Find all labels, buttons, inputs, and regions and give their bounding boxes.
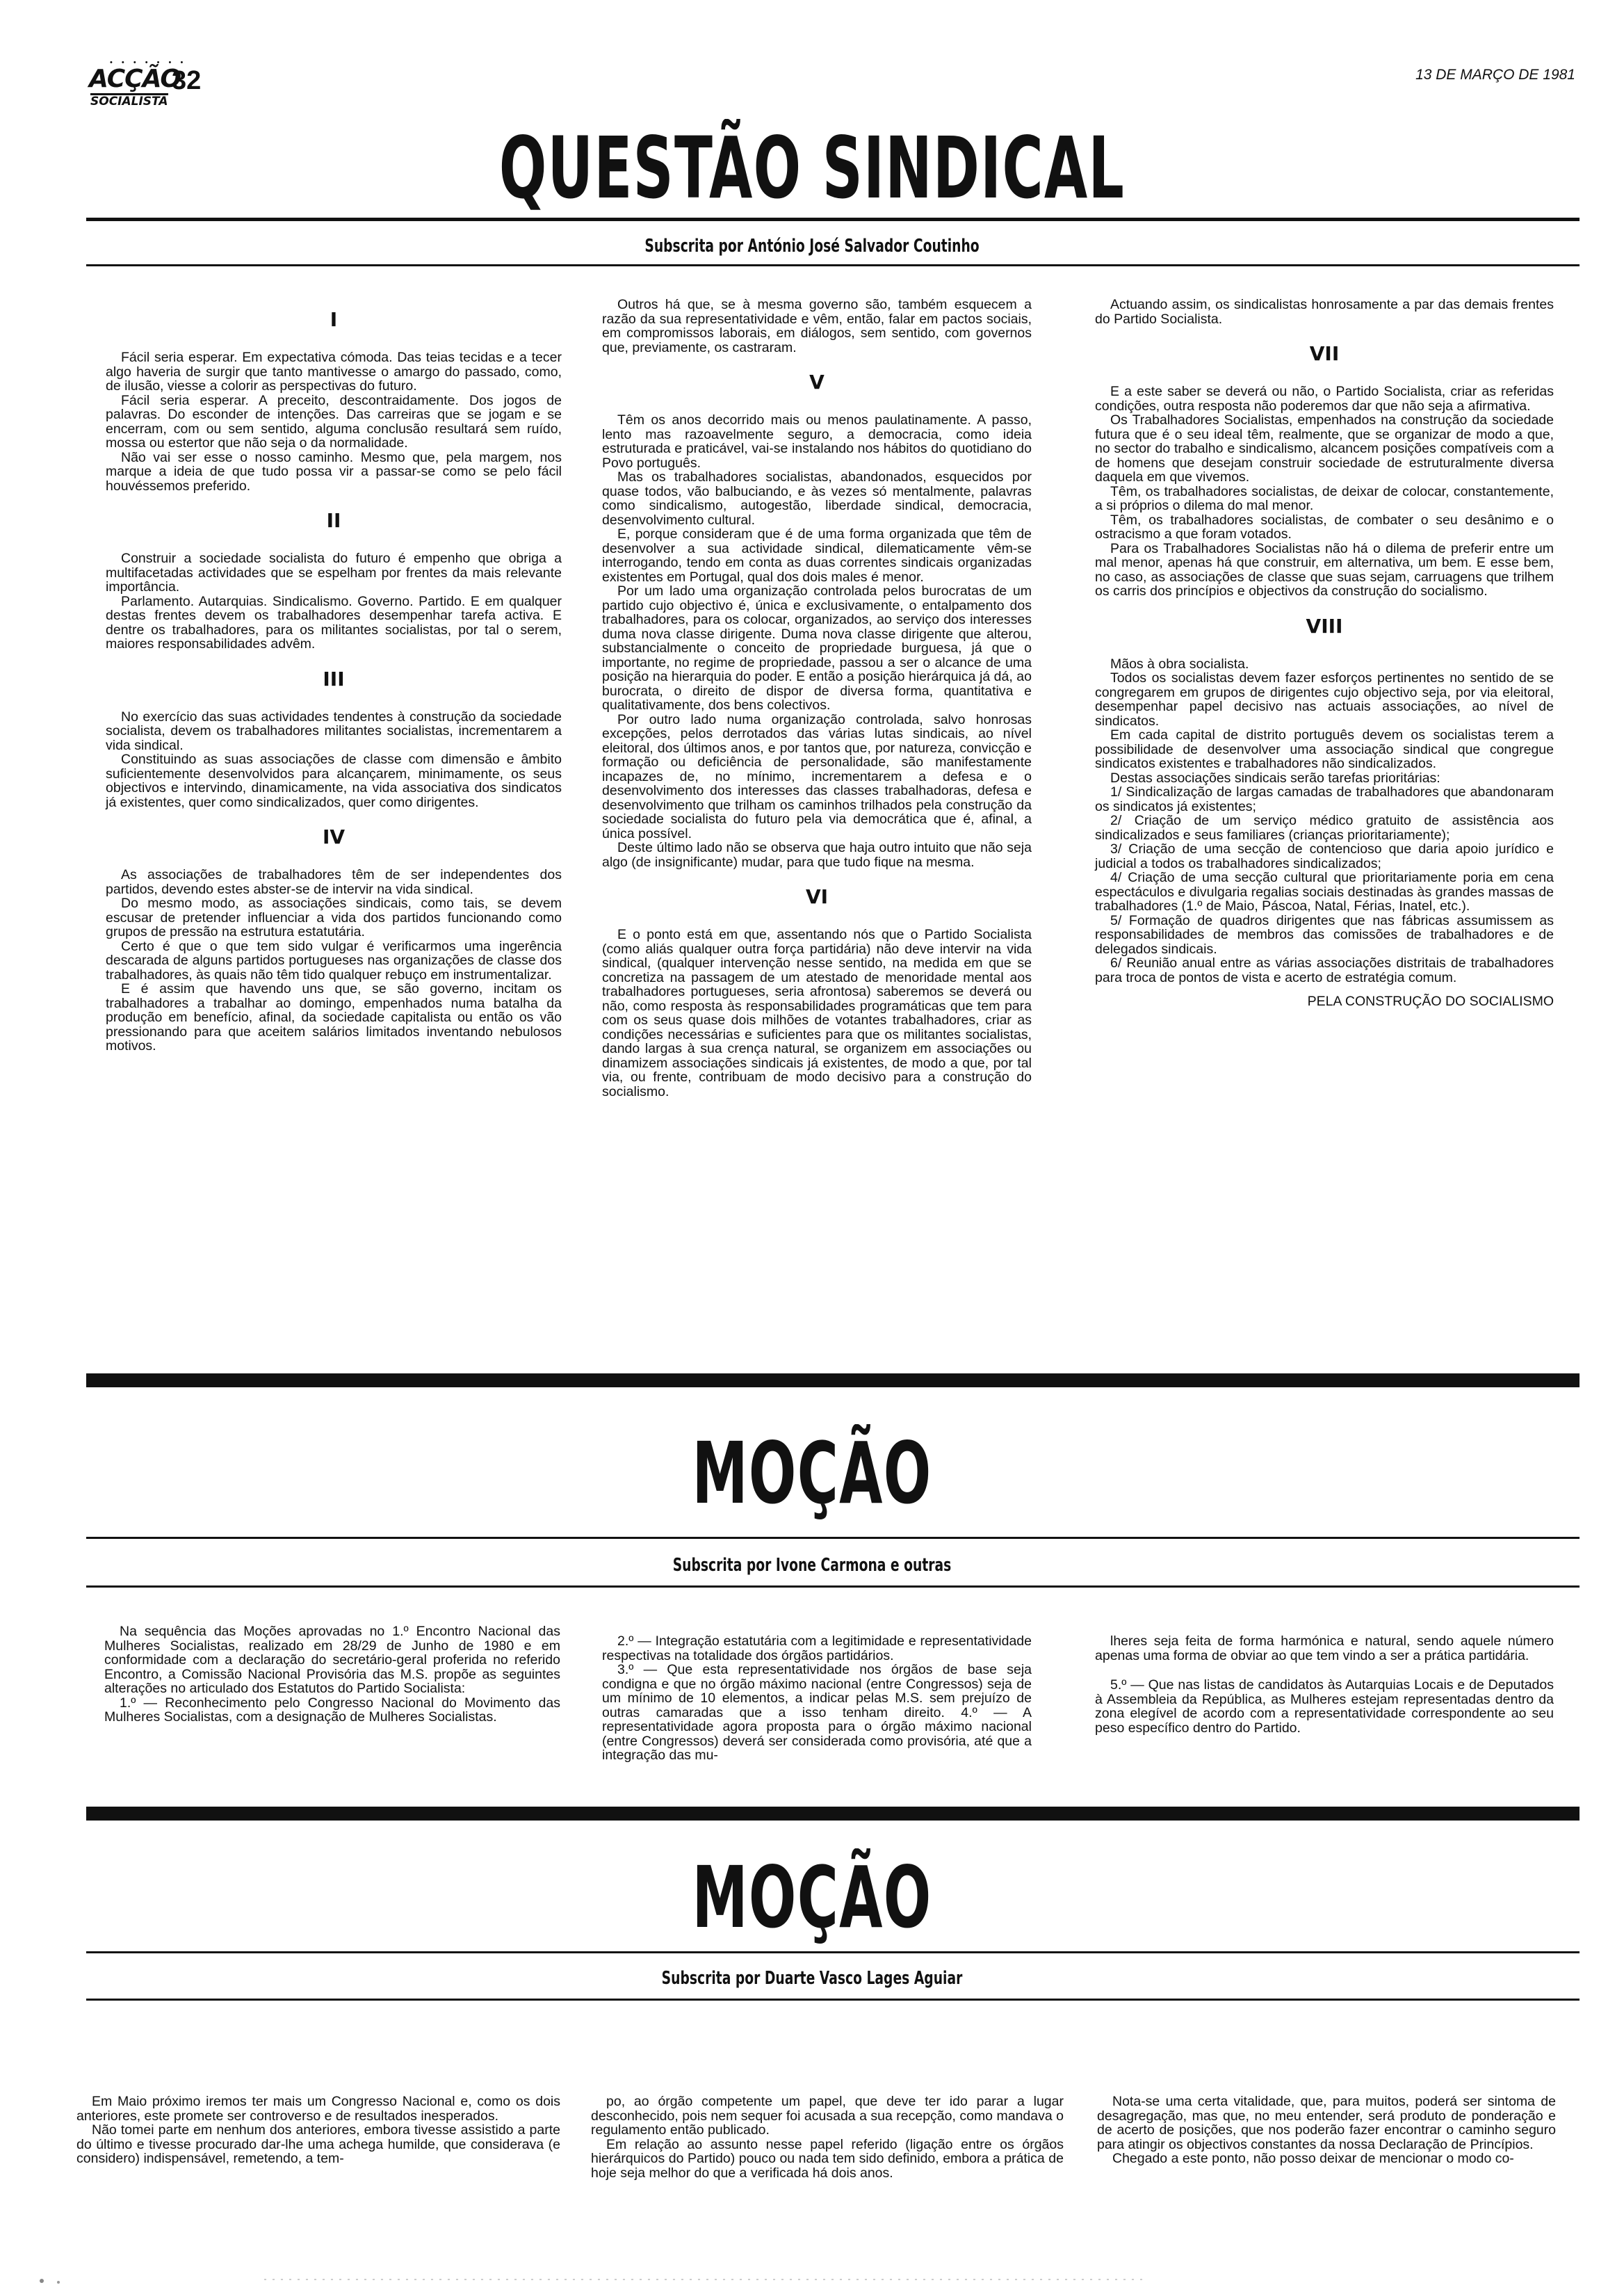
paragraph: Certo é que o que tem sido vulgar é verificarmos uma ingerência descarada de alguns partidos portugueses nas organizações de classe dos trabalhadores, às quais não têm tido qualquer rebuço em instrumentalizar. <box>106 938 562 983</box>
section-heading: III <box>323 667 345 691</box>
paragraph: Os Trabalhadores Socialistas, empenhados na construção da sociedade futura que é o seu ideal têm, realmente, que se organizar de modo a que, no sector do trabalho e sindicalismo, alcancem posições compatíveis com a de homens que desejam construir sociedade de estruturalmente diversa daquela em que vivemos. <box>1095 412 1554 485</box>
paragraph: No exercício das suas actividades tendentes à construção da sociedade socialista, devem os trabalhadores militantes socialistas, incrementarem a vida sindical. <box>106 709 562 753</box>
paragraph: 2.º — Integração estatutária com a legitimidade e representatividade respectivas na totalidade dos órgãos partidários. <box>602 1633 1032 1663</box>
article-3-byline: Subscrita por Duarte Vasco Lages Aguiar <box>661 1968 963 1989</box>
section-divider-1 <box>86 1373 1580 1387</box>
paragraph: 3/ Criação de uma secção de contencioso que daria apoio jurídico e judicial a todos os trabalhadores sindicalizados; <box>1095 841 1554 871</box>
paragraph: Por um lado uma organização controlada pelos burocratas de um partido cujo objectivo é, única e exclusivamente, o entalpamento dos trabalhadores, para os colocar, organizados, ao serviço dos interesses duma nova classe dirigente. Duma nova classe dirigente que alterou, substancialmente o conceito de propriedade burguesa, já que o importante, no regime de propriedade, passou a ser o alcance de uma posição na hierarquia do poder. E então a posição hierárquica já dá, ao burocrata, o direito de dispor de diversa forma, quantitativa e qualitativamente, dos bens colectivos. <box>602 583 1032 713</box>
paragraph: Em Maio próximo iremos ter mais um Congresso Nacional e, como os dois anteriores, este promete ser controverso e de resultados inesperados. <box>76 2094 560 2124</box>
paragraph: Parlamento. Autarquias. Sindicalismo. Governo. Partido. E em qualquer destas frentes devem os trabalhadores desempenhar tarefa activa. E dentre os trabalhadores, para os militantes socialistas, por tal o serem, maiores responsabilidades advêm. <box>106 593 562 652</box>
article-2-byline: Subscrita por Ivone Carmona e outras <box>672 1555 952 1576</box>
article-1-column-2 <box>602 298 1032 1099</box>
article-2-column-3 <box>1095 1634 1554 1735</box>
section-heading: II <box>326 509 341 532</box>
logo-subtitle: SOCIALISTA <box>90 95 168 108</box>
paragraph: E, porque consideram que é de uma forma organizada que têm de desenvolver a sua actividade sindical, dilematicamente vêm-se interrogando, tendo em conta as duas correntes sindicais organizadas existentes em Portugal, qual dos dois males é menor. <box>602 526 1032 585</box>
paragraph: Outros há que, se à mesma governo são, também esquecem a razão da sua representatividade e vêm, então, falar em pactos sociais, em compromissos laborais, em diálogos, sem sentido, com governos que, previamente, os castraram. <box>602 297 1032 355</box>
newspaper-logo <box>89 58 221 113</box>
byline-rule-3 <box>86 1999 1580 2001</box>
paragraph: Nota-se uma certa vitalidade, que, para muitos, poderá ser sintoma de desagregação, mas que, no meu entender, será produto de ponderação e de acerto de posições, que nos poderão fazer encontrar o caminho seguro para atingir os objectivos constantes da nossa Declaração de Princípios. <box>1097 2094 1556 2152</box>
paragraph: Chegado a este ponto, não posso deixar de mencionar o modo co- <box>1112 2151 1514 2166</box>
logo-dots: • • • • • • • <box>110 58 187 67</box>
paragraph: 6/ Reunião anual entre as várias associações distritais de trabalhadores para troca de pontos de vista e acerto de estratégia comum. <box>1095 955 1554 985</box>
paragraph: Fácil seria esperar. Em expectativa cómoda. Das teias tecidas e a tecer algo haveria de surgir que tanto mantivesse o amargo do passado, como, de ilusão, viesse a colorir as perspectivas do futuro. <box>106 350 562 394</box>
paragraph: Fácil seria esperar. A preceito, descontraidamente. Dos jogos de palavras. Do esconder de intenções. Das carreiras que se jogam e se encerram, com ou sem sentido, alguma conclusão resultará sem ruído, mossa ou estertor que não seja o da normalidade. <box>106 392 562 451</box>
paragraph: Em relação ao assunto nesse papel referido (ligação entre os órgãos hierárquicos do Partido) pouco ou nada tem sido definido, embora a prática de hoje seja melhor do que a verificada há dois anos. <box>591 2136 1064 2181</box>
section-heading: VI <box>805 885 829 908</box>
article-3-column-3 <box>1097 2095 1556 2166</box>
article-1-byline: Subscrita por António José Salvador Coutinho <box>644 236 980 257</box>
headline-rule-1 <box>86 218 1580 221</box>
paragraph: lheres seja feita de forma harmónica e natural, sendo aquele número apenas uma forma de obviar ao que tem vindo a ser a prática partidária. <box>1095 1633 1554 1663</box>
section-heading: VIII <box>1306 614 1343 638</box>
paragraph: 1/ Sindicalização de largas camadas de trabalhadores que abandonaram os sindicatos já existentes; <box>1095 784 1554 814</box>
paragraph: E o ponto está em que, assentando nós que o Partido Socialista (como aliás qualquer outra força partidária) não deve intervir na vida sindical, (qualquer intervenção nesse sentido, na medida em que se concretiza na passagem de um atestado de menoridade mental aos trabalhadores portugueses, seria afrontosa) saberemos se deverá ou não, como resposta às responsabilidades programáticas que tem para com os seus quase dois milhões de votantes trabalhadores, criar as condições necessárias e suficientes para que os militantes socialistas, dando largas à sua crença natural, se organizem em associações ou dinamizem associações sindicais já existentes, de modo a que, por tal via, ou frente, contribuam de modo decisivo para a construção do socialismo. <box>602 927 1032 1099</box>
article-2-column-2 <box>602 1634 1032 1763</box>
logo-title: ACÇÃO <box>89 65 181 93</box>
headline-rule-3 <box>86 1951 1580 1953</box>
byline-rule-2 <box>86 1585 1580 1588</box>
page-number: 32 <box>172 66 202 95</box>
article-2-column-1 <box>104 1624 560 1725</box>
article-3-column-1 <box>76 2095 560 2166</box>
paragraph: E é assim que havendo uns que, se são governo, incitam os trabalhadores a trabalhar ao domingo, empenhados numa batalha da produção em benefício, afinal, da sociedade capitalista ou então os vão pressionando para que aceitem salários limitados inventando nebulosos motivos. <box>106 981 562 1054</box>
paragraph: 3.º — Que esta representatividade nos órgãos de base seja condigna e que no órgão máximo nacional (entre Congressos) seja de um mínimo de 10 elementos, a indicar pelas M.S. sem prejuízo de outras camaradas que a isso tenham direito. 4.º — A representatividade agora proposta para o órgão máximo nacional (entre Congressos) deverá ser considerada como provisória, até que a integração das mu- <box>602 1662 1032 1763</box>
paragraph: Em cada capital de distrito português devem os socialistas terem a possibilidade de desenvolver uma associação sindical que congregue sindicatos existentes e trabalhadores não sindicalizados. <box>1095 727 1554 771</box>
paragraph: 1.º — Reconhecimento pelo Congresso Nacional do Movimento das Mulheres Socialistas, com a designação de Mulheres Socialistas. <box>104 1695 560 1725</box>
paragraph: Todos os socialistas devem fazer esforços pertinentes no sentido de se congregarem em grupos de dirigentes cujo objectivo seja, por via eleitoral, desempenhar papel decisivo nas actuais associações, ao nível de sindicatos. <box>1095 670 1554 729</box>
article-3-column-2 <box>591 2095 1064 2180</box>
paragraph: Destas associações sindicais serão tarefas prioritárias: <box>1110 770 1440 786</box>
section-heading: I <box>330 308 338 331</box>
paragraph: E a este saber se deverá ou não, o Partido Socialista, criar as referidas condições, outra resposta não poderemos dar que não seja a afirmativa. <box>1095 384 1554 414</box>
paragraph: po, ao órgão competente um papel, que deve ter ido parar a lugar desconhecido, pois nem sequer foi acusada a sua recepção, como mandava o regulamento então publicado. <box>591 2094 1064 2138</box>
paragraph: Deste último lado não se observa que haja outro intuito que não seja algo (de insignificante) mudar, para que tudo fique na mesma. <box>602 840 1032 870</box>
paragraph: Têm, os trabalhadores socialistas, de deixar de colocar, constantemente, a si próprios o dilema do mal menor. <box>1095 483 1554 513</box>
section-heading: V <box>809 371 825 394</box>
section-divider-2 <box>86 1807 1580 1821</box>
paragraph: Por outro lado numa organização controlada, salvo honrosas excepções, pelos derrotados das várias lutas sindicais, ao nível eleitoral, dos últimos anos, e por tantos que, por natureza, convicção e formação ou deficiência de personalidade, são manifestamente incapazes de, no mínimo, incrementarem a defesa e o desenvolvimento dos interesses das classes trabalhadoras, defesa e desenvolvimento que trilham os caminhos trilhados pela construção da sociedade socialista do futuro pela via democrática que é, afinal, a única possível. <box>602 711 1032 841</box>
paragraph: Mãos à obra socialista. <box>1110 656 1249 672</box>
issue-date: 13 DE MARÇO DE 1981 <box>1415 67 1575 83</box>
paragraph: 5/ Formação de quadros dirigentes que nas fábricas assumissem as responsabilidades de membros das comissões de trabalhadores e de delegados sindicais. <box>1095 912 1554 957</box>
paragraph: 2/ Criação de um serviço médico gratuito de assistência aos sindicalizados e seus familiares (crianças prioritariamente); <box>1095 813 1554 843</box>
paragraph: 5.º — Que nas listas de candidatos às Autarquias Locais e de Deputados à Assembleia da República, as Mulheres estejam representadas dentro da zona elegível de acordo com a representatividade correspondente ao seu peso específico dentro do Partido. <box>1095 1677 1554 1736</box>
section-heading: VII <box>1309 342 1340 365</box>
byline-rule-1 <box>86 264 1580 266</box>
print-noise-strip <box>0 2267 1624 2292</box>
paragraph: Do mesmo modo, as associações sindicais, como tais, se devem escusar de pretender influenciar a vida dos partidos funcionando como grupos de pressão na estrutura estatutária. <box>106 896 562 939</box>
paragraph: Têm os anos decorrido mais ou menos paulatinamente. A passo, lento mas razoavelmente seguro, a democracia, como ideia estruturada e praticável, vai-se instalando nos hábitos do quotidiano do Povo português. <box>602 412 1032 471</box>
headline-rule-2 <box>86 1537 1580 1539</box>
article-signature: PELA CONSTRUÇÃO DO SOCIALISMO <box>1307 994 1554 1009</box>
paragraph: Construir a sociedade socialista do futuro é empenho que obriga a multifacetadas actividades que se espelham por frentes da mais relevante importância. <box>106 551 562 595</box>
paragraph: Não vai ser esse o nosso caminho. Mesmo que, pela margem, nos marque a ideia de que tudo possa vir a passar-se como se pelo fácil houvéssemos preferido. <box>106 449 562 494</box>
paragraph: As associações de trabalhadores têm de ser independentes dos partidos, devendo estes abster-se de intervir na vida sindical. <box>106 867 562 897</box>
article-3-headline: MOÇÃO <box>692 1848 932 1947</box>
paragraph: Na sequência das Moções aprovadas no 1.º Encontro Nacional das Mulheres Socialistas, realizado em 28/29 de Junho de 1980 e em conformidade com a declaração do secretário-geral proferida no referido Encontro, a Comissão Nacional Provisória das M.S. propõe as seguintes alterações no articulado dos Estatutos do Partido Socialista: <box>104 1624 560 1696</box>
article-1-column-3 <box>1095 298 1554 1009</box>
paragraph: Constituindo as suas associações de classe com dimensão e âmbito suficientemente desenvolvidos para alcançarem, minimamente, os seus objectivos e intervindo, dinamicamente, na vida associativa dos sindicatos já existentes, quer como sindicalizados, quer como dirigentes. <box>106 752 562 810</box>
paragraph: Para os Trabalhadores Socialistas não há o dilema de preferir entre um mal menor, apenas há que construir, em alternativa, um bem. E esse bem, no caso, as associações de classe que suas sejam, carruagens que trilhem os carris dos princípios e objectivos da construção do socialismo. <box>1095 540 1554 599</box>
paragraph: Actuando assim, os sindicalistas honrosamente a par das demais frentes do Partido Socialista. <box>1095 297 1554 327</box>
paragraph: Mas os trabalhadores socialistas, abandonados, esquecidos por quase todos, vão balbuciando, e às vezes só mentalmente, palavras como sindicalismo, autogestão, liberdade sindical, democracia, desenvolvimento cultural. <box>602 469 1032 528</box>
article-1-headline: QUESTÃO SINDICAL <box>498 119 1126 218</box>
paragraph: 4/ Criação de uma secção cultural que prioritariamente poria em cena espectáculos e divulgaria regalias sociais destinadas às grandes massas de trabalhadores (1.º de Maio, Páscoa, Natal, Férias, Inatel, etc.). <box>1095 870 1554 914</box>
article-1-column-1 <box>106 292 562 1054</box>
paragraph: Têm, os trabalhadores socialistas, de combater o seu desânimo e o ostracismo a que foram votados. <box>1095 512 1554 542</box>
paragraph: Não tomei parte em nenhum dos anteriores, embora tivesse assistido a parte do último e tivesse procurado dar-lhe uma achega humilde, que considerava (e considero) indispensável, remetendo, a tem- <box>76 2122 560 2166</box>
section-heading: IV <box>322 825 346 848</box>
article-2-headline: MOÇÃO <box>692 1424 932 1523</box>
